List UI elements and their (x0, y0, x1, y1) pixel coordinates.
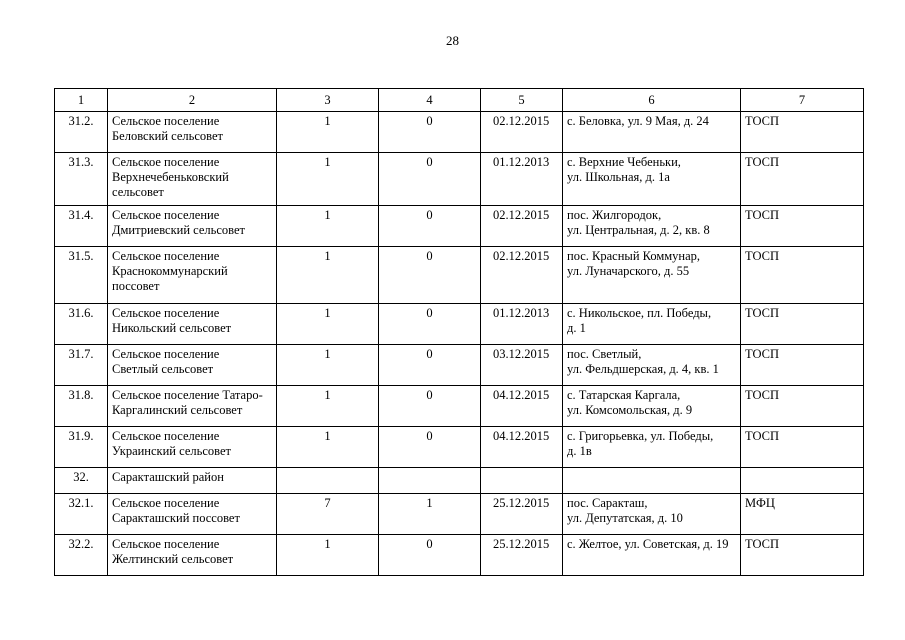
address-line: с. Григорьевка, ул. Победы, (567, 429, 714, 443)
settlement-name-line: Сельское поселение (112, 429, 220, 443)
cell-column-3: 1 (277, 345, 379, 386)
cell-office-type: МФЦ (741, 494, 864, 535)
cell-number: 32.2. (55, 535, 108, 576)
settlement-name-line: Саракташский поссовет (112, 511, 240, 525)
cell-office-type (741, 468, 864, 494)
cell-column-3: 1 (277, 247, 379, 304)
settlement-name-line: Беловский сельсовет (112, 129, 223, 143)
table-header (55, 89, 864, 112)
cell-address (563, 427, 741, 468)
cell-column-3: 7 (277, 494, 379, 535)
cell-settlement-name (108, 112, 277, 153)
cell-date: 01.12.2013 (481, 304, 563, 345)
address-line: ул. Центральная, д. 2, кв. 8 (567, 223, 710, 237)
settlement-name-line: Сельское поселение (112, 155, 220, 169)
cell-address (563, 345, 741, 386)
table-row (55, 153, 864, 206)
column-header-6: 6 (563, 89, 741, 112)
settlement-name-line: Сельское поселение (112, 537, 220, 551)
cell-office-type: ТОСП (741, 206, 864, 247)
settlement-name-line: Никольский сельсовет (112, 321, 232, 335)
settlement-name-line: Дмитриевский сельсовет (112, 223, 246, 237)
address-line: д. 1в (567, 444, 592, 458)
settlement-name-line: Светлый сельсовет (112, 362, 214, 376)
settlement-name-line: Желтинский сельсовет (112, 552, 234, 566)
cell-settlement-name (108, 153, 277, 206)
cell-address (563, 494, 741, 535)
address-line: ул. Школьная, д. 1а (567, 170, 670, 184)
cell-number: 32. (55, 468, 108, 494)
cell-number: 31.3. (55, 153, 108, 206)
settlement-name-line: сельсовет (112, 185, 164, 199)
cell-column-4: 1 (379, 494, 481, 535)
address-line: с. Татарская Каргала, (567, 388, 681, 402)
settlement-name-line: Сельское поселение (112, 347, 220, 361)
cell-date: 02.12.2015 (481, 112, 563, 153)
address-line: с. Никольское, пл. Победы, (567, 306, 712, 320)
header-row (55, 89, 864, 112)
cell-settlement-name (108, 206, 277, 247)
address-line: ул. Фельдшерская, д. 4, кв. 1 (567, 362, 719, 376)
cell-office-type: ТОСП (741, 386, 864, 427)
settlement-name-line: Саракташский район (112, 470, 224, 484)
cell-office-type: ТОСП (741, 427, 864, 468)
cell-office-type: ТОСП (741, 304, 864, 345)
cell-date: 04.12.2015 (481, 427, 563, 468)
table-row (55, 386, 864, 427)
table-row (55, 304, 864, 345)
cell-date: 03.12.2015 (481, 345, 563, 386)
address-line: пос. Жилгородок, (567, 208, 662, 222)
address-line: с. Желтое, ул. Советская, д. 19 (567, 537, 729, 551)
cell-column-3 (277, 468, 379, 494)
cell-settlement-name (108, 468, 277, 494)
settlement-name-line: Украинский сельсовет (112, 444, 231, 458)
cell-column-3: 1 (277, 153, 379, 206)
cell-office-type: ТОСП (741, 112, 864, 153)
cell-date: 25.12.2015 (481, 494, 563, 535)
cell-office-type: ТОСП (741, 535, 864, 576)
table-row (55, 494, 864, 535)
cell-number: 31.7. (55, 345, 108, 386)
cell-number: 32.1. (55, 494, 108, 535)
column-header-4: 4 (379, 89, 481, 112)
settlement-name-line: Верхнечебеньковский (112, 170, 229, 184)
cell-settlement-name (108, 304, 277, 345)
cell-settlement-name (108, 386, 277, 427)
address-line: ул. Комсомольская, д. 9 (567, 403, 693, 417)
address-line: пос. Светлый, (567, 347, 642, 361)
cell-number: 31.9. (55, 427, 108, 468)
cell-column-3: 1 (277, 427, 379, 468)
cell-settlement-name (108, 427, 277, 468)
cell-column-4 (379, 468, 481, 494)
address-line: пос. Саракташ, (567, 496, 648, 510)
cell-column-4: 0 (379, 304, 481, 345)
settlement-name-line: Сельское поселение (112, 114, 220, 128)
cell-column-3: 1 (277, 112, 379, 153)
cell-number: 31.6. (55, 304, 108, 345)
cell-address (563, 247, 741, 304)
cell-column-4: 0 (379, 386, 481, 427)
cell-date: 04.12.2015 (481, 386, 563, 427)
cell-address (563, 386, 741, 427)
table-row (55, 345, 864, 386)
cell-column-4: 0 (379, 153, 481, 206)
cell-column-4: 0 (379, 535, 481, 576)
cell-office-type: ТОСП (741, 345, 864, 386)
cell-number: 31.4. (55, 206, 108, 247)
column-header-5: 5 (481, 89, 563, 112)
cell-date: 25.12.2015 (481, 535, 563, 576)
column-header-3: 3 (277, 89, 379, 112)
settlement-name-line: Сельское поселение (112, 496, 220, 510)
cell-settlement-name (108, 247, 277, 304)
address-line: ул. Луначарского, д. 55 (567, 264, 690, 278)
table-row (55, 427, 864, 468)
cell-settlement-name (108, 494, 277, 535)
settlement-name-line: Сельское поселение (112, 249, 220, 263)
cell-office-type: ТОСП (741, 153, 864, 206)
table-row (55, 112, 864, 153)
settlement-name-line: Краснокоммунарский (112, 264, 228, 278)
table-body (55, 112, 864, 576)
cell-date: 02.12.2015 (481, 247, 563, 304)
page-number: 28 (446, 33, 459, 48)
cell-settlement-name (108, 535, 277, 576)
table-row (55, 247, 864, 304)
cell-column-4: 0 (379, 247, 481, 304)
table-row (55, 206, 864, 247)
cell-column-3: 1 (277, 535, 379, 576)
column-header-2: 2 (108, 89, 277, 112)
cell-column-4: 0 (379, 345, 481, 386)
column-header-1: 1 (55, 89, 108, 112)
cell-address (563, 112, 741, 153)
address-line: ул. Депутатская, д. 10 (567, 511, 683, 525)
cell-date (481, 468, 563, 494)
cell-date: 02.12.2015 (481, 206, 563, 247)
cell-settlement-name (108, 345, 277, 386)
cell-number: 31.5. (55, 247, 108, 304)
address-line: пос. Красный Коммунар, (567, 249, 701, 263)
cell-number: 31.2. (55, 112, 108, 153)
cell-column-3: 1 (277, 386, 379, 427)
settlement-name-line: Сельское поселение (112, 208, 220, 222)
settlement-name-line: поссовет (112, 279, 160, 293)
cell-column-3: 1 (277, 206, 379, 247)
cell-number: 31.8. (55, 386, 108, 427)
cell-column-3: 1 (277, 304, 379, 345)
cell-office-type: ТОСП (741, 247, 864, 304)
table-row (55, 468, 864, 494)
cell-address (563, 535, 741, 576)
column-header-7: 7 (741, 89, 864, 112)
cell-date: 01.12.2013 (481, 153, 563, 206)
address-line: с. Беловка, ул. 9 Мая, д. 24 (567, 114, 709, 128)
cell-column-4: 0 (379, 427, 481, 468)
registry-table (54, 88, 864, 576)
settlement-name-line: Сельское поселение Татаро- (112, 388, 263, 402)
settlement-name-line: Каргалинский сельсовет (112, 403, 243, 417)
cell-column-4: 0 (379, 206, 481, 247)
address-line: с. Верхние Чебеньки, (567, 155, 681, 169)
address-line: д. 1 (567, 321, 586, 335)
cell-column-4: 0 (379, 112, 481, 153)
cell-address (563, 153, 741, 206)
settlement-name-line: Сельское поселение (112, 306, 220, 320)
cell-address (563, 304, 741, 345)
table-row (55, 535, 864, 576)
cell-address (563, 206, 741, 247)
cell-address (563, 468, 741, 494)
